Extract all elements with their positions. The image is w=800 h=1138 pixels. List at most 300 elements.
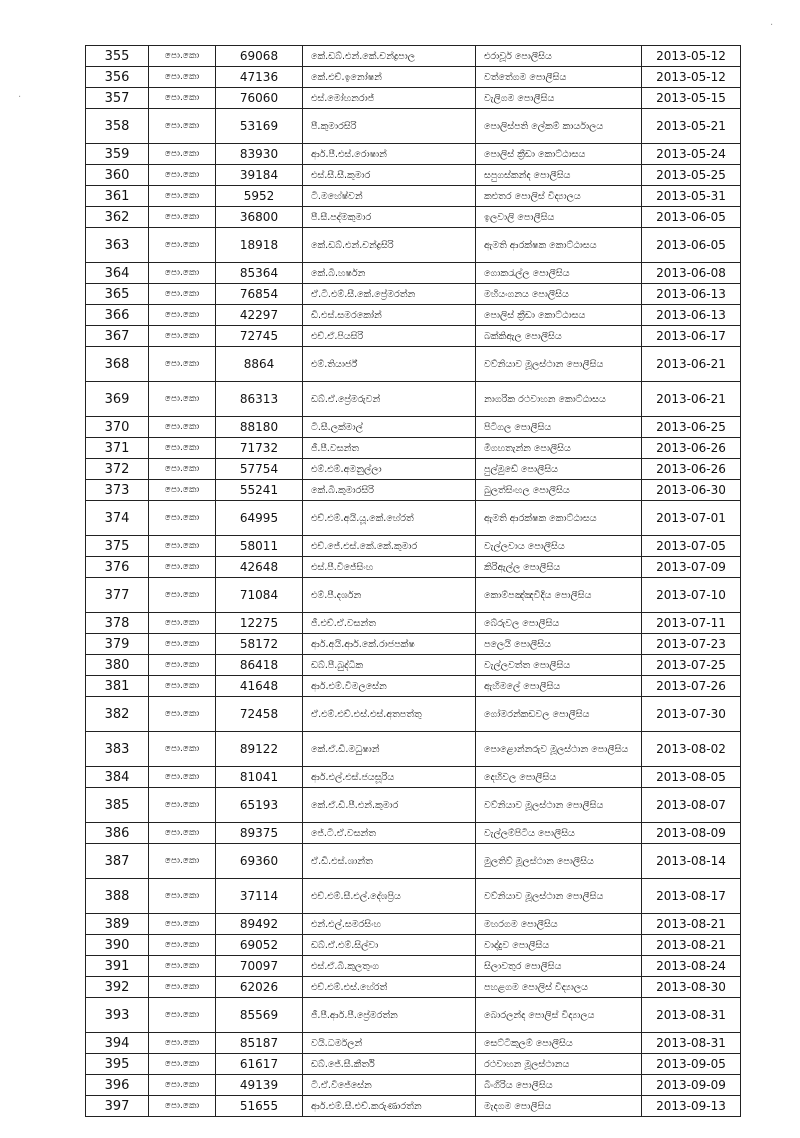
rank-cell: පො.කො [149, 956, 216, 977]
rank-cell: පො.කො [149, 207, 216, 228]
table-row [86, 228, 741, 263]
station-cell: කොම්පඤ්ඤවීදිය පොලීසිය [476, 578, 642, 613]
row-number: 370 [86, 417, 149, 438]
name-cell: කේ.ඒ.ඩී.පී.එන්.කුමාර [303, 788, 476, 823]
station-cell: එරාවූර් පොලීසිය [476, 46, 642, 67]
rank-cell: පො.කො [149, 578, 216, 613]
rank-cell: පො.කො [149, 536, 216, 557]
reg-number-cell: 61617 [216, 1054, 303, 1075]
date-cell: 2013-06-21 [642, 382, 741, 417]
name-cell: ඒ.එම්.එච්.එස්.එස්.අතපත්තු [303, 697, 476, 732]
date-cell: 2013-07-25 [642, 655, 741, 676]
station-cell: පොලිස්පති ලේකම් කාර්යාලය [476, 109, 642, 144]
row-number: 390 [86, 935, 149, 956]
station-cell: ගොකරැල්ල පොලීසිය [476, 263, 642, 284]
rank-cell: පො.කො [149, 977, 216, 998]
row-number: 362 [86, 207, 149, 228]
document-page [85, 45, 740, 1117]
date-cell: 2013-07-11 [642, 613, 741, 634]
scan-mark: · [18, 92, 22, 103]
table-row [86, 186, 741, 207]
rank-cell: පො.කො [149, 67, 216, 88]
rank-cell: පො.කො [149, 382, 216, 417]
reg-number-cell: 18918 [216, 228, 303, 263]
table-row [86, 732, 741, 767]
reg-number-cell: 72458 [216, 697, 303, 732]
table-row [86, 914, 741, 935]
row-number: 396 [86, 1075, 149, 1096]
row-number: 384 [86, 767, 149, 788]
row-number: 397 [86, 1096, 149, 1117]
station-cell: පොළොන්නරුව මූලස්ථාන පොලීසිය [476, 732, 642, 767]
station-cell: වැල්ලවත්ත පොලීසිය [476, 655, 642, 676]
rank-cell: පො.කො [149, 263, 216, 284]
row-number: 365 [86, 284, 149, 305]
station-cell: රථවාහන මූලස්ථානය [476, 1054, 642, 1075]
date-cell: 2013-06-05 [642, 207, 741, 228]
table-row [86, 305, 741, 326]
table-row [86, 263, 741, 284]
rank-cell: පො.කො [149, 634, 216, 655]
date-cell: 2013-08-09 [642, 823, 741, 844]
date-cell: 2013-05-15 [642, 88, 741, 109]
date-cell: 2013-06-25 [642, 417, 741, 438]
rank-cell: පො.කො [149, 914, 216, 935]
date-cell: 2013-06-13 [642, 305, 741, 326]
table-row [86, 382, 741, 417]
reg-number-cell: 42648 [216, 557, 303, 578]
table-row [86, 956, 741, 977]
date-cell: 2013-07-23 [642, 634, 741, 655]
name-cell: ආර්.පී.එස්.රොෂාන් [303, 144, 476, 165]
name-cell: කේ.ඒ.ඩී.මධුෂාන් [303, 732, 476, 767]
name-cell: ජී.එච්.ඒ.වසන්ත [303, 613, 476, 634]
date-cell: 2013-05-12 [642, 67, 741, 88]
reg-number-cell: 86418 [216, 655, 303, 676]
reg-number-cell: 62026 [216, 977, 303, 998]
rank-cell: පො.කො [149, 480, 216, 501]
date-cell: 2013-08-21 [642, 935, 741, 956]
table-row [86, 46, 741, 67]
name-cell: එන්.එල්.සමරසිංහ [303, 914, 476, 935]
name-cell: එස්.පී.වීජේසිංහ [303, 557, 476, 578]
name-cell: එච්.එම්.සී.එල්.දේශප්‍රිය [303, 879, 476, 914]
row-number: 358 [86, 109, 149, 144]
reg-number-cell: 57754 [216, 459, 303, 480]
station-cell: කිරිඇල්ල පොලීසිය [476, 557, 642, 578]
date-cell: 2013-05-25 [642, 165, 741, 186]
reg-number-cell: 76854 [216, 284, 303, 305]
rank-cell: පො.කො [149, 326, 216, 347]
name-cell: එම්.එම්.අමනුල්ලා [303, 459, 476, 480]
date-cell: 2013-08-31 [642, 1033, 741, 1054]
date-cell: 2013-07-01 [642, 501, 741, 536]
name-cell: කේ.එච්.ඉනෝෂන් [303, 67, 476, 88]
station-cell: වව්නියාව මූලස්ථාන පොලීසිය [476, 788, 642, 823]
date-cell: 2013-06-05 [642, 228, 741, 263]
station-cell: සපුගස්කන්ද පොලීසිය [476, 165, 642, 186]
rank-cell: පො.කො [149, 998, 216, 1033]
table-row [86, 501, 741, 536]
rank-cell: පො.කො [149, 767, 216, 788]
station-cell: පිටිගල පොලීසිය [476, 417, 642, 438]
row-number: 355 [86, 46, 149, 67]
name-cell: ආර්.එම්.සී.එච්.කරුණාරත්න [303, 1096, 476, 1117]
date-cell: 2013-08-21 [642, 914, 741, 935]
row-number: 363 [86, 228, 149, 263]
table-row [86, 480, 741, 501]
date-cell: 2013-05-31 [642, 186, 741, 207]
date-cell: 2013-05-21 [642, 109, 741, 144]
table-row [86, 67, 741, 88]
rank-cell: පො.කො [149, 144, 216, 165]
date-cell: 2013-06-13 [642, 284, 741, 305]
rank-cell: පො.කො [149, 613, 216, 634]
table-row [86, 109, 741, 144]
table-row [86, 788, 741, 823]
date-cell: 2013-07-26 [642, 676, 741, 697]
rank-cell: පො.කො [149, 109, 216, 144]
name-cell: කේ.බී.හර්ෂන [303, 263, 476, 284]
table-row [86, 207, 741, 228]
reg-number-cell: 36800 [216, 207, 303, 228]
name-cell: පී.කුමාරසිරි [303, 109, 476, 144]
table-row [86, 536, 741, 557]
table-row [86, 1075, 741, 1096]
date-cell: 2013-08-02 [642, 732, 741, 767]
station-cell: ඇමති ආරක්ෂක කොට්ඨාසය [476, 228, 642, 263]
date-cell: 2013-09-09 [642, 1075, 741, 1096]
date-cell: 2013-08-31 [642, 998, 741, 1033]
station-cell: වාද්දුව පොලීසිය [476, 935, 642, 956]
rank-cell: පො.කො [149, 788, 216, 823]
row-number: 371 [86, 438, 149, 459]
table-row [86, 284, 741, 305]
date-cell: 2013-07-05 [642, 536, 741, 557]
row-number: 374 [86, 501, 149, 536]
row-number: 366 [86, 305, 149, 326]
reg-number-cell: 69052 [216, 935, 303, 956]
row-number: 359 [86, 144, 149, 165]
station-cell: ඉලවාලි පොලීසිය [476, 207, 642, 228]
row-number: 376 [86, 557, 149, 578]
name-cell: එච්.ඒ.පියසිරි [303, 326, 476, 347]
reg-number-cell: 89122 [216, 732, 303, 767]
station-cell: බේරුවල පොලීසිය [476, 613, 642, 634]
reg-number-cell: 58172 [216, 634, 303, 655]
row-number: 368 [86, 347, 149, 382]
row-number: 395 [86, 1054, 149, 1075]
station-cell: බොරලන්ද පොලිස් විද්‍යාලය [476, 998, 642, 1033]
table-body [86, 46, 741, 1117]
date-cell: 2013-09-05 [642, 1054, 741, 1075]
rank-cell: පො.කො [149, 459, 216, 480]
name-cell: එම්.තියාර්ජ් [303, 347, 476, 382]
reg-number-cell: 65193 [216, 788, 303, 823]
table-row [86, 844, 741, 879]
reg-number-cell: 5952 [216, 186, 303, 207]
reg-number-cell: 72745 [216, 326, 303, 347]
station-cell: බක්කිඇල පොලීසිය [476, 326, 642, 347]
name-cell: වයි.ධර්මලන් [303, 1033, 476, 1054]
rank-cell: පො.කො [149, 557, 216, 578]
row-number: 380 [86, 655, 149, 676]
station-cell: පලෙයි පොලීසිය [476, 634, 642, 655]
rank-cell: පො.කො [149, 305, 216, 326]
date-cell: 2013-08-24 [642, 956, 741, 977]
rank-cell: පො.කො [149, 935, 216, 956]
reg-number-cell: 51655 [216, 1096, 303, 1117]
station-cell: මහරගම පොලීසිය [476, 914, 642, 935]
station-cell: ඇමති ආරක්ෂක කොට්ඨාසය [476, 501, 642, 536]
station-cell: මීගහතැන්න පොලීසිය [476, 438, 642, 459]
station-cell: වැල්ලවාය පොලීසිය [476, 536, 642, 557]
row-number: 367 [86, 326, 149, 347]
table-row [86, 557, 741, 578]
reg-number-cell: 83930 [216, 144, 303, 165]
name-cell: පී.සී.පද්මකුමාර [303, 207, 476, 228]
row-number: 361 [86, 186, 149, 207]
date-cell: 2013-07-30 [642, 697, 741, 732]
row-number: 381 [86, 676, 149, 697]
reg-number-cell: 39184 [216, 165, 303, 186]
reg-number-cell: 89375 [216, 823, 303, 844]
row-number: 372 [86, 459, 149, 480]
rank-cell: පො.කො [149, 1096, 216, 1117]
name-cell: ඒ.ඩී.එස්.ශාන්ත [303, 844, 476, 879]
row-number: 377 [86, 578, 149, 613]
rank-cell: පො.කො [149, 676, 216, 697]
row-number: 360 [86, 165, 149, 186]
row-number: 373 [86, 480, 149, 501]
name-cell: ඩබ්.ජේ.සී.කීර්ති [303, 1054, 476, 1075]
date-cell: 2013-05-12 [642, 46, 741, 67]
name-cell: එස්.මෝහනරාජ් [303, 88, 476, 109]
station-cell: සිලාවතුර පොලීසිය [476, 956, 642, 977]
rank-cell: පො.කො [149, 284, 216, 305]
name-cell: ආර්.අයි.ආර්.කේ.රාජපක්ෂ [303, 634, 476, 655]
rank-cell: පො.කො [149, 879, 216, 914]
rank-cell: පො.කො [149, 501, 216, 536]
date-cell: 2013-05-24 [642, 144, 741, 165]
row-number: 375 [86, 536, 149, 557]
rank-cell: පො.කො [149, 1054, 216, 1075]
date-cell: 2013-06-08 [642, 263, 741, 284]
rank-cell: පො.කො [149, 228, 216, 263]
name-cell: ඩබ්.ඒ.ප්‍රේමරුවන් [303, 382, 476, 417]
table-row [86, 578, 741, 613]
table-row [86, 438, 741, 459]
reg-number-cell: 89492 [216, 914, 303, 935]
row-number: 379 [86, 634, 149, 655]
row-number: 382 [86, 697, 149, 732]
row-number: 391 [86, 956, 149, 977]
reg-number-cell: 42297 [216, 305, 303, 326]
name-cell: ජී.පී.වසන්ත [303, 438, 476, 459]
name-cell: එච්.එම්.එස්.හේරත් [303, 977, 476, 998]
date-cell: 2013-08-30 [642, 977, 741, 998]
table-row [86, 767, 741, 788]
reg-number-cell: 41648 [216, 676, 303, 697]
date-cell: 2013-08-14 [642, 844, 741, 879]
station-cell: පොලිස් ක්‍රීඩා කොට්ඨාසය [476, 144, 642, 165]
reg-number-cell: 85569 [216, 998, 303, 1033]
row-number: 383 [86, 732, 149, 767]
station-cell: වැලිගම පොලීසිය [476, 88, 642, 109]
reg-number-cell: 76060 [216, 88, 303, 109]
station-cell: ගෝමරන්කඩවල පොලීසිය [476, 697, 642, 732]
rank-cell: පො.කො [149, 844, 216, 879]
station-cell: මහියංගනය පොලීසිය [476, 284, 642, 305]
reg-number-cell: 49139 [216, 1075, 303, 1096]
date-cell: 2013-06-17 [642, 326, 741, 347]
reg-number-cell: 64995 [216, 501, 303, 536]
station-cell: පොලිස් ක්‍රීඩා කොට්ඨාසය [476, 305, 642, 326]
table-row [86, 613, 741, 634]
date-cell: 2013-07-09 [642, 557, 741, 578]
reg-number-cell: 47136 [216, 67, 303, 88]
reg-number-cell: 12275 [216, 613, 303, 634]
table-row [86, 655, 741, 676]
table-row [86, 144, 741, 165]
reg-number-cell: 88180 [216, 417, 303, 438]
name-cell: එච්.ජේ.එස්.කේ.කේ.කුමාර [303, 536, 476, 557]
station-cell: වත්තේගම පොලීසිය [476, 67, 642, 88]
table-row [86, 879, 741, 914]
table-row [86, 697, 741, 732]
scan-mark: · [770, 20, 774, 31]
name-cell: ටී.සී.ලක්මාල් [303, 417, 476, 438]
table-row [86, 676, 741, 697]
station-cell: වව්නියාව මූලස්ථාන පොලීසිය [476, 879, 642, 914]
name-cell: එම්.පී.දර්ශන [303, 578, 476, 613]
table-row [86, 634, 741, 655]
row-number: 369 [86, 382, 149, 417]
name-cell: එස්.සී.සී.කුමාර [303, 165, 476, 186]
table-row [86, 417, 741, 438]
reg-number-cell: 53169 [216, 109, 303, 144]
row-number: 364 [86, 263, 149, 284]
row-number: 389 [86, 914, 149, 935]
station-cell: කළුතර පොලිස් විද්‍යාලය [476, 186, 642, 207]
rank-cell: පො.කො [149, 165, 216, 186]
table-row [86, 459, 741, 480]
name-cell: කේ.ඩබ්.එන්.කේ.චන්ද්‍රපාල [303, 46, 476, 67]
date-cell: 2013-06-30 [642, 480, 741, 501]
station-cell: පහළගම පොලිස් විද්‍යාලය [476, 977, 642, 998]
name-cell: ආර්.එම්.විමලසේන [303, 676, 476, 697]
reg-number-cell: 71732 [216, 438, 303, 459]
table-row [86, 935, 741, 956]
reg-number-cell: 8864 [216, 347, 303, 382]
table-row [86, 998, 741, 1033]
row-number: 387 [86, 844, 149, 879]
date-cell: 2013-06-26 [642, 438, 741, 459]
table-row [86, 823, 741, 844]
date-cell: 2013-08-07 [642, 788, 741, 823]
reg-number-cell: 37114 [216, 879, 303, 914]
reg-number-cell: 58011 [216, 536, 303, 557]
name-cell: ටී.ඒ.විජේසේන [303, 1075, 476, 1096]
station-cell: බිංගිරිය පොලීසිය [476, 1075, 642, 1096]
table-row [86, 1054, 741, 1075]
table-row [86, 347, 741, 382]
name-cell: ටී.මහේෂ්වන් [303, 186, 476, 207]
name-cell: එච්.එම්.අයි.යූ.කේ.හේරත් [303, 501, 476, 536]
name-cell: ජේ.ටී.ඒ.වසන්ත [303, 823, 476, 844]
name-cell: කේ.ඩබ්.එන්.චන්ද්‍රසිරි [303, 228, 476, 263]
date-cell: 2013-07-10 [642, 578, 741, 613]
row-number: 388 [86, 879, 149, 914]
table-row [86, 165, 741, 186]
table-row [86, 88, 741, 109]
station-cell: මැදගම පොලීසිය [476, 1096, 642, 1117]
station-cell: බුලත්සිංහල පොලීසිය [476, 480, 642, 501]
name-cell: ආර්.එල්.එස්.ජයසූරිය [303, 767, 476, 788]
rank-cell: පො.කො [149, 88, 216, 109]
name-cell: ජී.පී.ආර්.පී.ප්‍රේමරත්න [303, 998, 476, 1033]
name-cell: එස්.ඒ.බී.කුලතුංග [303, 956, 476, 977]
personnel-table [85, 45, 741, 1117]
table-row [86, 977, 741, 998]
reg-number-cell: 71084 [216, 578, 303, 613]
reg-number-cell: 86313 [216, 382, 303, 417]
station-cell: දෙහිවල පොලීසිය [476, 767, 642, 788]
row-number: 393 [86, 998, 149, 1033]
rank-cell: පො.කො [149, 732, 216, 767]
rank-cell: පො.කො [149, 697, 216, 732]
table-row [86, 326, 741, 347]
rank-cell: පො.කො [149, 347, 216, 382]
station-cell: ඇහිමලේ පොලීසිය [476, 676, 642, 697]
station-cell: වැල්ලම්පිටිය පොලීසිය [476, 823, 642, 844]
reg-number-cell: 69068 [216, 46, 303, 67]
reg-number-cell: 85187 [216, 1033, 303, 1054]
reg-number-cell: 70097 [216, 956, 303, 977]
rank-cell: පො.කො [149, 1075, 216, 1096]
row-number: 378 [86, 613, 149, 634]
station-cell: මුලතිව් මූලස්ථාන පොලීසිය [476, 844, 642, 879]
name-cell: ඩබ්.පී.බුද්ධික [303, 655, 476, 676]
name-cell: ඒ.ටී.එම්.සී.කේ.ප්‍රේමරත්න [303, 284, 476, 305]
date-cell: 2013-08-17 [642, 879, 741, 914]
rank-cell: පො.කො [149, 823, 216, 844]
station-cell: වව්නියාව මූලස්ථාන පොලීසිය [476, 347, 642, 382]
reg-number-cell: 69360 [216, 844, 303, 879]
rank-cell: පො.කො [149, 46, 216, 67]
date-cell: 2013-06-26 [642, 459, 741, 480]
row-number: 394 [86, 1033, 149, 1054]
rank-cell: පො.කො [149, 438, 216, 459]
row-number: 386 [86, 823, 149, 844]
date-cell: 2013-09-13 [642, 1096, 741, 1117]
name-cell: ඩී.එස්.සමරකෝන් [303, 305, 476, 326]
reg-number-cell: 81041 [216, 767, 303, 788]
table-row [86, 1096, 741, 1117]
row-number: 385 [86, 788, 149, 823]
table-row [86, 1033, 741, 1054]
rank-cell: පො.කො [149, 655, 216, 676]
reg-number-cell: 55241 [216, 480, 303, 501]
name-cell: කේ.බී.කුමාරසිරි [303, 480, 476, 501]
date-cell: 2013-06-21 [642, 347, 741, 382]
station-cell: පුල්මුඩේ පොලීසිය [476, 459, 642, 480]
name-cell: ඩබ්.ඒ.එම්.සිල්වා [303, 935, 476, 956]
rank-cell: පො.කො [149, 186, 216, 207]
reg-number-cell: 85364 [216, 263, 303, 284]
station-cell: සෙට්ටිකුලම් පොලීසිය [476, 1033, 642, 1054]
date-cell: 2013-08-05 [642, 767, 741, 788]
